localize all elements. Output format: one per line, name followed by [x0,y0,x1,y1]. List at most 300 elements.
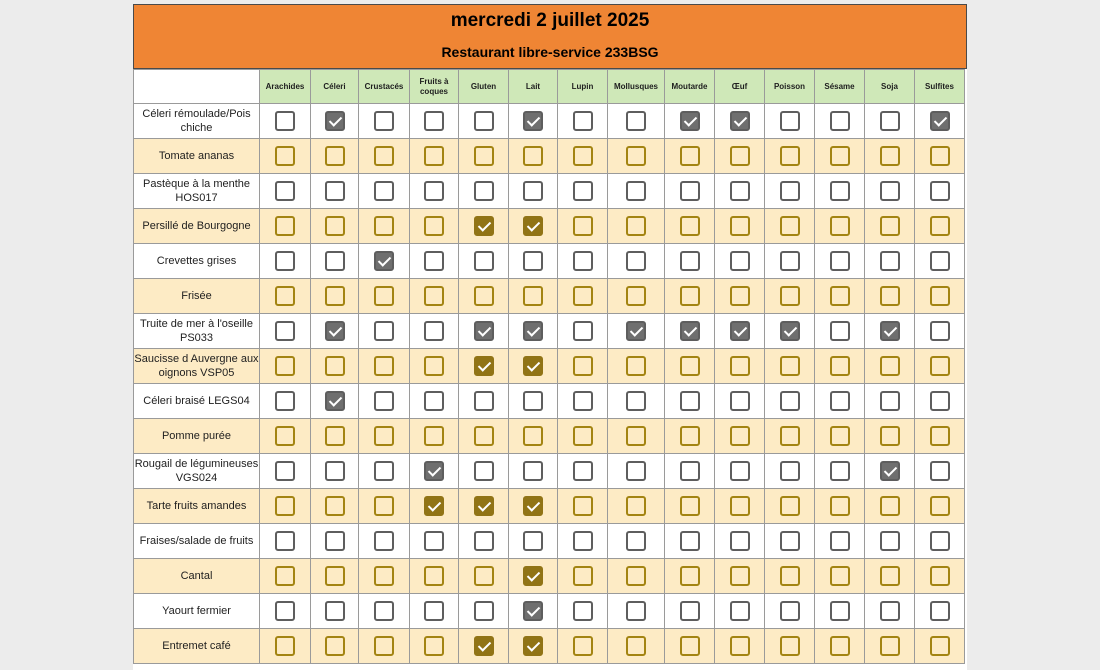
empty-checkbox-icon[interactable] [780,531,800,551]
empty-checkbox-icon[interactable] [573,286,593,306]
table-row [134,629,965,664]
allergen-cell [410,279,459,314]
empty-checkbox-icon[interactable] [730,391,750,411]
checked-checkbox-icon[interactable] [325,111,345,131]
empty-checkbox-icon[interactable] [573,356,593,376]
checked-checkbox-icon[interactable] [780,321,800,341]
allergen-cell [608,314,665,349]
empty-checkbox-icon[interactable] [830,636,850,656]
checked-checkbox-icon[interactable] [523,566,543,586]
checked-checkbox-icon[interactable] [474,636,494,656]
empty-checkbox-icon[interactable] [930,321,950,341]
checked-checkbox-icon[interactable] [626,321,646,341]
empty-checkbox-icon[interactable] [830,461,850,481]
empty-checkbox-icon[interactable] [626,286,646,306]
empty-checkbox-icon[interactable] [374,111,394,131]
empty-checkbox-icon[interactable] [474,111,494,131]
allergen-cell [765,279,815,314]
empty-checkbox-icon[interactable] [424,321,444,341]
empty-checkbox-icon[interactable] [474,251,494,271]
empty-checkbox-icon[interactable] [880,496,900,516]
empty-checkbox-icon[interactable] [830,181,850,201]
allergen-cell [765,594,815,629]
empty-checkbox-icon[interactable] [780,146,800,166]
checked-checkbox-icon[interactable] [424,496,444,516]
empty-checkbox-icon[interactable] [930,496,950,516]
empty-checkbox-icon[interactable] [573,461,593,481]
allergen-cell [665,489,715,524]
allergen-cell [260,489,311,524]
allergen-cell [558,209,608,244]
allergen-cell [915,314,965,349]
allergen-cell [410,209,459,244]
empty-checkbox-icon[interactable] [523,286,543,306]
empty-checkbox-icon[interactable] [275,391,295,411]
empty-checkbox-icon[interactable] [325,636,345,656]
empty-checkbox-icon[interactable] [275,286,295,306]
empty-checkbox-icon[interactable] [830,146,850,166]
empty-checkbox-icon[interactable] [780,636,800,656]
empty-checkbox-icon[interactable] [626,496,646,516]
allergen-cell [608,454,665,489]
empty-checkbox-icon[interactable] [325,251,345,271]
empty-checkbox-icon[interactable] [830,601,850,621]
empty-checkbox-icon[interactable] [930,461,950,481]
empty-checkbox-icon[interactable] [275,321,295,341]
empty-checkbox-icon[interactable] [573,111,593,131]
allergen-cell [665,559,715,594]
empty-checkbox-icon[interactable] [374,321,394,341]
checked-checkbox-icon[interactable] [474,216,494,236]
dish-name: Saucisse d Auvergne aux oignons VSP05 [134,349,260,384]
empty-checkbox-icon[interactable] [424,636,444,656]
checked-checkbox-icon[interactable] [374,251,394,271]
empty-checkbox-icon[interactable] [830,566,850,586]
empty-checkbox-icon[interactable] [880,251,900,271]
allergen-cell [459,104,509,139]
allergen-cell [915,209,965,244]
allergen-cell [558,629,608,664]
empty-checkbox-icon[interactable] [880,356,900,376]
allergen-cell [665,629,715,664]
empty-checkbox-icon[interactable] [930,566,950,586]
allergen-cell [459,314,509,349]
checked-checkbox-icon[interactable] [523,496,543,516]
allergen-cell [765,314,815,349]
table-row [134,349,965,384]
checked-checkbox-icon[interactable] [474,321,494,341]
checked-checkbox-icon[interactable] [325,391,345,411]
empty-checkbox-icon[interactable] [275,426,295,446]
checked-checkbox-icon[interactable] [523,356,543,376]
empty-checkbox-icon[interactable] [730,461,750,481]
empty-checkbox-icon[interactable] [424,146,444,166]
dish-name: Crevettes grises [134,244,260,279]
checked-checkbox-icon[interactable] [474,496,494,516]
empty-checkbox-icon[interactable] [325,216,345,236]
empty-checkbox-icon[interactable] [680,286,700,306]
empty-checkbox-icon[interactable] [424,566,444,586]
empty-checkbox-icon[interactable] [275,566,295,586]
empty-checkbox-icon[interactable] [730,566,750,586]
allergen-cell [865,559,915,594]
empty-checkbox-icon[interactable] [275,461,295,481]
empty-checkbox-icon[interactable] [730,146,750,166]
empty-checkbox-icon[interactable] [780,111,800,131]
empty-checkbox-icon[interactable] [424,286,444,306]
empty-checkbox-icon[interactable] [275,356,295,376]
allergen-cell [558,139,608,174]
empty-checkbox-icon[interactable] [680,181,700,201]
empty-checkbox-icon[interactable] [930,216,950,236]
empty-checkbox-icon[interactable] [374,146,394,166]
empty-checkbox-icon[interactable] [523,531,543,551]
allergen-cell [260,279,311,314]
empty-checkbox-icon[interactable] [626,216,646,236]
empty-checkbox-icon[interactable] [424,251,444,271]
empty-checkbox-icon[interactable] [275,496,295,516]
empty-checkbox-icon[interactable] [374,391,394,411]
empty-checkbox-icon[interactable] [325,461,345,481]
empty-checkbox-icon[interactable] [880,391,900,411]
empty-checkbox-icon[interactable] [930,636,950,656]
empty-checkbox-icon[interactable] [474,461,494,481]
allergen-cell [715,174,765,209]
allergen-cell [865,209,915,244]
empty-checkbox-icon[interactable] [573,251,593,271]
empty-checkbox-icon[interactable] [780,391,800,411]
allergen-cell [558,104,608,139]
allergen-cell [509,104,558,139]
empty-checkbox-icon[interactable] [626,251,646,271]
empty-checkbox-icon[interactable] [374,496,394,516]
checked-checkbox-icon[interactable] [523,601,543,621]
empty-checkbox-icon[interactable] [325,496,345,516]
empty-checkbox-icon[interactable] [424,111,444,131]
empty-checkbox-icon[interactable] [626,601,646,621]
empty-checkbox-icon[interactable] [573,496,593,516]
empty-checkbox-icon[interactable] [626,531,646,551]
checked-checkbox-icon[interactable] [523,321,543,341]
empty-checkbox-icon[interactable] [325,356,345,376]
empty-checkbox-icon[interactable] [830,321,850,341]
empty-checkbox-icon[interactable] [780,496,800,516]
empty-checkbox-icon[interactable] [573,321,593,341]
empty-checkbox-icon[interactable] [474,426,494,446]
empty-checkbox-icon[interactable] [830,356,850,376]
empty-checkbox-icon[interactable] [680,566,700,586]
empty-checkbox-icon[interactable] [730,531,750,551]
empty-checkbox-icon[interactable] [880,426,900,446]
empty-checkbox-icon[interactable] [930,286,950,306]
empty-checkbox-icon[interactable] [930,251,950,271]
empty-checkbox-icon[interactable] [730,601,750,621]
dish-name: Tarte fruits amandes [134,489,260,524]
empty-checkbox-icon[interactable] [730,251,750,271]
empty-checkbox-icon[interactable] [325,286,345,306]
empty-checkbox-icon[interactable] [573,636,593,656]
empty-checkbox-icon[interactable] [424,601,444,621]
empty-checkbox-icon[interactable] [374,356,394,376]
empty-checkbox-icon[interactable] [626,111,646,131]
allergen-cell [410,524,459,559]
allergen-cell [459,209,509,244]
allergen-cell [715,629,765,664]
empty-checkbox-icon[interactable] [523,391,543,411]
empty-checkbox-icon[interactable] [830,286,850,306]
empty-checkbox-icon[interactable] [680,461,700,481]
empty-checkbox-icon[interactable] [374,531,394,551]
empty-checkbox-icon[interactable] [573,531,593,551]
empty-checkbox-icon[interactable] [474,566,494,586]
empty-checkbox-icon[interactable] [680,216,700,236]
empty-checkbox-icon[interactable] [573,566,593,586]
empty-checkbox-icon[interactable] [730,181,750,201]
empty-checkbox-icon[interactable] [730,286,750,306]
empty-checkbox-icon[interactable] [780,461,800,481]
allergen-cell [311,104,359,139]
empty-checkbox-icon[interactable] [626,391,646,411]
empty-checkbox-icon[interactable] [424,426,444,446]
allergen-cell [865,489,915,524]
allergen-cell [410,349,459,384]
empty-checkbox-icon[interactable] [374,636,394,656]
empty-checkbox-icon[interactable] [830,216,850,236]
checked-checkbox-icon[interactable] [930,111,950,131]
checked-checkbox-icon[interactable] [680,111,700,131]
allergen-cell [815,559,865,594]
dish-name: Cantal [134,559,260,594]
allergen-cell [359,454,410,489]
allergen-cell [715,559,765,594]
empty-checkbox-icon[interactable] [680,601,700,621]
checked-checkbox-icon[interactable] [523,111,543,131]
empty-checkbox-icon[interactable] [374,566,394,586]
allergen-cell [558,279,608,314]
table-row [134,314,965,349]
empty-checkbox-icon[interactable] [275,601,295,621]
empty-checkbox-icon[interactable] [680,251,700,271]
empty-checkbox-icon[interactable] [275,216,295,236]
empty-checkbox-icon[interactable] [930,426,950,446]
empty-checkbox-icon[interactable] [325,601,345,621]
dish-name: Pomme purée [134,419,260,454]
allergen-cell [459,349,509,384]
empty-checkbox-icon[interactable] [424,391,444,411]
empty-checkbox-icon[interactable] [474,391,494,411]
allergen-cell [865,244,915,279]
allergen-cell [915,279,965,314]
empty-checkbox-icon[interactable] [626,146,646,166]
empty-checkbox-icon[interactable] [523,461,543,481]
empty-checkbox-icon[interactable] [680,636,700,656]
empty-checkbox-icon[interactable] [374,216,394,236]
empty-checkbox-icon[interactable] [880,286,900,306]
empty-checkbox-icon[interactable] [880,531,900,551]
checked-checkbox-icon[interactable] [680,321,700,341]
empty-checkbox-icon[interactable] [374,426,394,446]
empty-checkbox-icon[interactable] [474,286,494,306]
allergen-cell [765,524,815,559]
allergen-cell [410,594,459,629]
empty-checkbox-icon[interactable] [680,531,700,551]
allergen-cell [665,454,715,489]
empty-checkbox-icon[interactable] [680,356,700,376]
allergen-cell [311,384,359,419]
empty-checkbox-icon[interactable] [780,426,800,446]
empty-checkbox-icon[interactable] [780,601,800,621]
empty-checkbox-icon[interactable] [880,181,900,201]
checked-checkbox-icon[interactable] [880,461,900,481]
empty-checkbox-icon[interactable] [573,391,593,411]
empty-checkbox-icon[interactable] [573,181,593,201]
dish-name: Céleri rémoulade/Pois chiche [134,104,260,139]
empty-checkbox-icon[interactable] [780,286,800,306]
empty-checkbox-icon[interactable] [680,391,700,411]
empty-checkbox-icon[interactable] [626,461,646,481]
checked-checkbox-icon[interactable] [730,321,750,341]
empty-checkbox-icon[interactable] [780,356,800,376]
empty-checkbox-icon[interactable] [880,636,900,656]
empty-checkbox-icon[interactable] [830,531,850,551]
empty-checkbox-icon[interactable] [275,146,295,166]
empty-checkbox-icon[interactable] [680,146,700,166]
empty-checkbox-icon[interactable] [930,146,950,166]
empty-checkbox-icon[interactable] [523,251,543,271]
empty-checkbox-icon[interactable] [880,566,900,586]
empty-checkbox-icon[interactable] [424,356,444,376]
empty-checkbox-icon[interactable] [830,391,850,411]
allergen-cell [865,629,915,664]
empty-checkbox-icon[interactable] [626,566,646,586]
empty-checkbox-icon[interactable] [275,636,295,656]
empty-checkbox-icon[interactable] [730,426,750,446]
empty-checkbox-icon[interactable] [573,601,593,621]
allergen-cell [359,279,410,314]
empty-checkbox-icon[interactable] [275,181,295,201]
empty-checkbox-icon[interactable] [780,251,800,271]
empty-checkbox-icon[interactable] [424,181,444,201]
allergen-cell [558,559,608,594]
empty-checkbox-icon[interactable] [730,216,750,236]
checked-checkbox-icon[interactable] [730,111,750,131]
empty-checkbox-icon[interactable] [680,426,700,446]
empty-checkbox-icon[interactable] [626,181,646,201]
empty-checkbox-icon[interactable] [325,531,345,551]
empty-checkbox-icon[interactable] [374,181,394,201]
allergen-cell [359,559,410,594]
empty-checkbox-icon[interactable] [424,531,444,551]
checked-checkbox-icon[interactable] [523,216,543,236]
empty-checkbox-icon[interactable] [523,181,543,201]
empty-checkbox-icon[interactable] [780,216,800,236]
empty-checkbox-icon[interactable] [474,181,494,201]
empty-checkbox-icon[interactable] [730,496,750,516]
empty-checkbox-icon[interactable] [880,111,900,131]
empty-checkbox-icon[interactable] [325,181,345,201]
dish-name: Tomate ananas [134,139,260,174]
empty-checkbox-icon[interactable] [626,356,646,376]
checked-checkbox-icon[interactable] [474,356,494,376]
empty-checkbox-icon[interactable] [930,356,950,376]
empty-checkbox-icon[interactable] [523,146,543,166]
empty-checkbox-icon[interactable] [275,251,295,271]
allergen-cell [509,384,558,419]
empty-checkbox-icon[interactable] [880,216,900,236]
allergen-cell [359,174,410,209]
empty-checkbox-icon[interactable] [930,181,950,201]
allergen-cell [311,594,359,629]
empty-checkbox-icon[interactable] [730,356,750,376]
empty-checkbox-icon[interactable] [780,566,800,586]
empty-checkbox-icon[interactable] [830,496,850,516]
empty-checkbox-icon[interactable] [573,216,593,236]
allergen-cell [608,629,665,664]
checked-checkbox-icon[interactable] [880,321,900,341]
empty-checkbox-icon[interactable] [680,496,700,516]
empty-checkbox-icon[interactable] [374,601,394,621]
allergen-header: Poisson [765,70,815,104]
allergen-cell [359,349,410,384]
empty-checkbox-icon[interactable] [730,636,750,656]
allergen-cell [765,104,815,139]
empty-checkbox-icon[interactable] [325,146,345,166]
allergen-cell [865,594,915,629]
empty-checkbox-icon[interactable] [573,146,593,166]
allergen-cell [311,279,359,314]
empty-checkbox-icon[interactable] [424,216,444,236]
allergen-cell [359,524,410,559]
empty-checkbox-icon[interactable] [523,426,543,446]
empty-checkbox-icon[interactable] [325,566,345,586]
empty-checkbox-icon[interactable] [930,531,950,551]
empty-checkbox-icon[interactable] [626,636,646,656]
empty-checkbox-icon[interactable] [880,601,900,621]
empty-checkbox-icon[interactable] [930,601,950,621]
allergen-cell [815,174,865,209]
allergen-cell [459,384,509,419]
empty-checkbox-icon[interactable] [830,426,850,446]
empty-checkbox-icon[interactable] [626,426,646,446]
checked-checkbox-icon[interactable] [523,636,543,656]
allergen-cell [715,349,765,384]
empty-checkbox-icon[interactable] [474,601,494,621]
empty-checkbox-icon[interactable] [573,426,593,446]
empty-checkbox-icon[interactable] [275,111,295,131]
empty-checkbox-icon[interactable] [930,391,950,411]
checked-checkbox-icon[interactable] [424,461,444,481]
empty-checkbox-icon[interactable] [830,111,850,131]
allergen-cell [558,314,608,349]
empty-checkbox-icon[interactable] [474,146,494,166]
allergen-cell [665,104,715,139]
empty-checkbox-icon[interactable] [325,426,345,446]
allergen-cell [260,209,311,244]
checked-checkbox-icon[interactable] [325,321,345,341]
empty-checkbox-icon[interactable] [830,251,850,271]
allergen-cell [459,524,509,559]
empty-checkbox-icon[interactable] [275,531,295,551]
empty-checkbox-icon[interactable] [780,181,800,201]
allergen-cell [665,349,715,384]
empty-checkbox-icon[interactable] [374,286,394,306]
empty-checkbox-icon[interactable] [474,531,494,551]
empty-checkbox-icon[interactable] [374,461,394,481]
allergen-cell [915,349,965,384]
header-banner [133,4,967,69]
table-row [134,559,965,594]
empty-checkbox-icon[interactable] [880,146,900,166]
